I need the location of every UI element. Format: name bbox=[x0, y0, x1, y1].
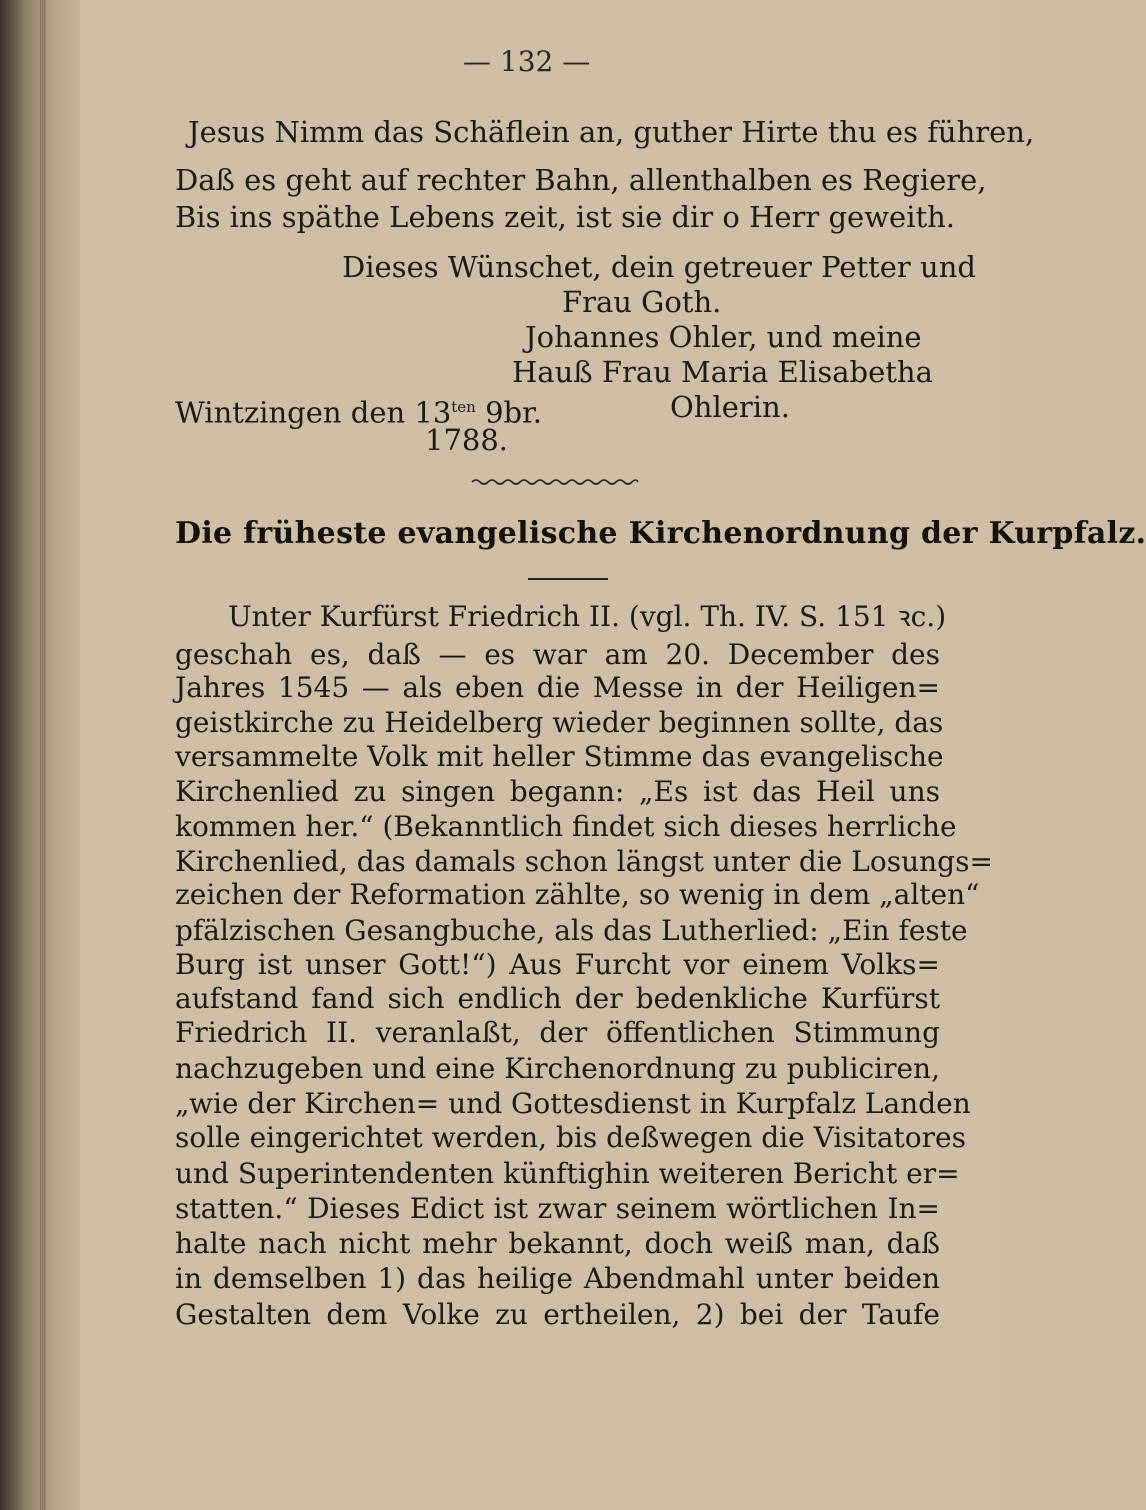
body-line: und Superintendenten künftighin weiteren Bericht er= bbox=[175, 1157, 960, 1190]
body-line: pfälzischen Gesangbuche, als das Lutherlied: „Ein feste bbox=[175, 914, 968, 947]
signature-line: Frau Goth. bbox=[562, 285, 722, 319]
ornament-divider bbox=[470, 470, 640, 494]
body-line: kommen her.“ (Bekanntlich findet sich dieses herrliche bbox=[175, 810, 957, 843]
body-line: halte nach nicht mehr bekannt, doch weiß man, daß bbox=[175, 1227, 940, 1260]
signature-line: Dieses Wünschet, dein getreuer Petter und bbox=[342, 250, 976, 284]
signature-line: Hauß Frau Maria Elisabetha bbox=[512, 355, 933, 389]
body-line: aufstand fand sich endlich der bedenkliche Kurfürst bbox=[175, 982, 940, 1015]
body-line: geschah es, daß — es war am 20. December des bbox=[175, 638, 940, 671]
body-line: Kirchenlied, das damals schon längst unter die Losungs= bbox=[175, 845, 993, 878]
title-rule bbox=[528, 578, 608, 580]
body-line: statten.“ Dieses Edict ist zwar seinem wörtlichen In= bbox=[175, 1192, 940, 1225]
body-line: Friedrich II. veranlaßt, der öffentlichen Stimmung bbox=[175, 1016, 940, 1049]
body-line: Gestalten dem Volke zu ertheilen, 2) bei der Taufe bbox=[175, 1298, 940, 1331]
place-date-sup: ten bbox=[451, 398, 476, 416]
page-number: — 132 — bbox=[463, 45, 591, 78]
poem-line: Bis ins späthe Lebens zeit, ist sie dir o Herr geweith. bbox=[175, 200, 956, 234]
place-date-end: 9br. bbox=[475, 395, 542, 430]
body-line: „wie der Kirchen= und Gottesdienst in Kurpfalz Landen bbox=[175, 1087, 971, 1120]
signature-year: 1788. bbox=[425, 423, 509, 457]
page-edges bbox=[40, 0, 46, 1510]
body-line: solle eingerichtet werden, bis deßwegen die Visitatores bbox=[175, 1121, 966, 1154]
body-line: Kirchenlied zu singen begann: „Es ist das Heil uns bbox=[175, 775, 940, 808]
body-line: geistkirche zu Heidelberg wieder beginnen sollte, das bbox=[175, 706, 944, 739]
signature-line: Johannes Ohler, und meine bbox=[525, 320, 922, 354]
body-line: versammelte Volk mit heller Stimme das evangelische bbox=[175, 740, 944, 773]
body-line: in demselben 1) das heilige Abendmahl unter beiden bbox=[175, 1262, 940, 1295]
book-page bbox=[80, 0, 1146, 1510]
place-date-main: Wintzingen den 13 bbox=[175, 395, 452, 430]
poem-line: Jesus Nimm das Schäflein an, guther Hirte thu es führen, bbox=[188, 115, 1035, 149]
body-line: zeichen der Reformation zählte, so wenig in dem „alten“ bbox=[175, 878, 980, 911]
signature-surname: Ohlerin. bbox=[670, 390, 790, 424]
poem-line: Daß es geht auf rechter Bahn, allenthalben es Regiere, bbox=[175, 163, 987, 197]
body-line: Jahres 1545 — als eben die Messe in der Heiligen= bbox=[175, 671, 940, 704]
body-line: Unter Kurfürst Friedrich II. (vgl. Th. IV. S. 151 ꝛc.) bbox=[228, 600, 947, 633]
body-line: Burg ist unser Gott!“) Aus Furcht vor einem Volks= bbox=[175, 948, 940, 981]
body-line: nachzugeben und eine Kirchenordnung zu publiciren, bbox=[175, 1052, 940, 1085]
section-title: Die früheste evangelische Kirchenordnung der Kurpfalz. bbox=[175, 516, 1146, 551]
